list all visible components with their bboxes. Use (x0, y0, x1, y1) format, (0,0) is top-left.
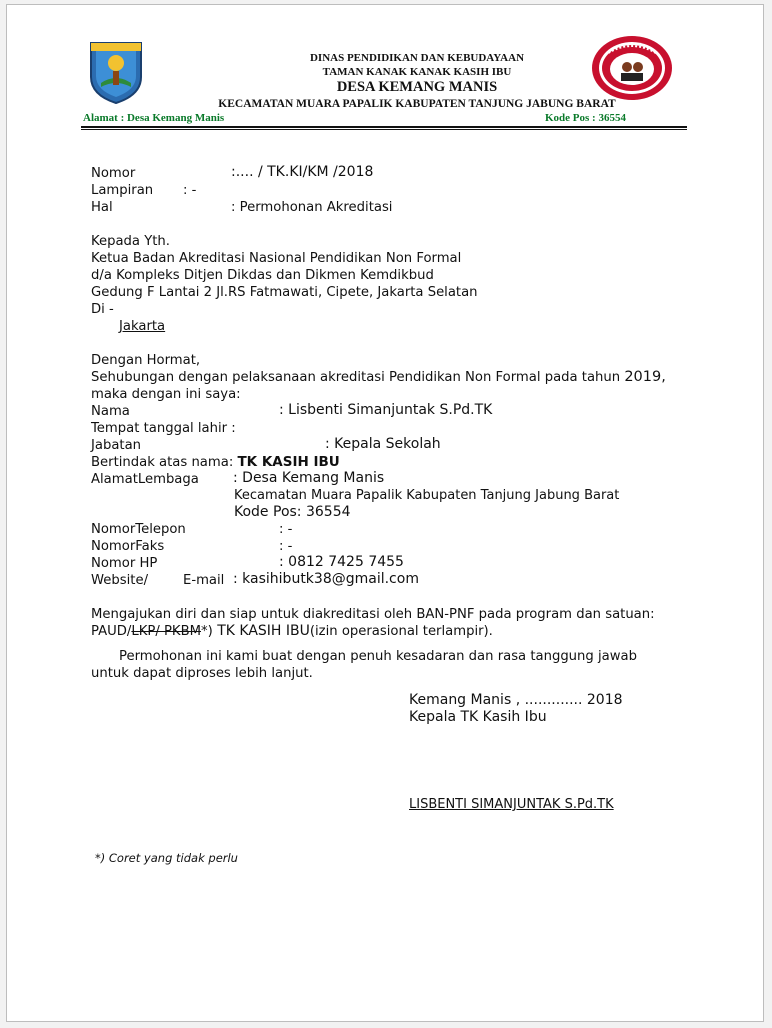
signature-name: LISBENTI SIMANJUNTAK S.Pd.TK (409, 797, 614, 812)
apply-strikethrough: LKP/ PKBM (131, 624, 201, 639)
hal-label: Hal (91, 200, 113, 215)
bertindak-value: TK KASIH IBU (237, 454, 340, 470)
alamat-value-1: : Desa Kemang Manis (233, 470, 385, 486)
regional-shield-logo-icon (87, 39, 145, 105)
intro-line-1 (91, 369, 666, 386)
recipient-city: Jakarta (119, 319, 166, 334)
telepon-value: : - (279, 522, 293, 537)
hal-value: : Permohonan Akreditasi (231, 200, 393, 215)
hp-value: : 0812 7425 7455 (279, 554, 404, 570)
apply-line-1: Mengajukan diri dan siap untuk diakreditasi oleh BAN-PNF pada program dan satuan: (91, 607, 655, 622)
bertindak-row (91, 454, 340, 471)
recipient-title: Ketua Badan Akreditasi Nasional Pendidikan Non Formal (91, 251, 462, 266)
apply-school: TK KASIH IBU (212, 623, 310, 639)
apply-star: *) (201, 624, 213, 639)
header-village: DESA KEMANG MANIS (336, 79, 498, 95)
alamat-value-3: Kode Pos: 36554 (234, 504, 351, 520)
nomor-value: :.... / TK.KI/KM /2018 (231, 164, 374, 180)
header-district: KECAMATAN MUARA PAPALIK KABUPATEN TANJUNG JABUNG BARAT (218, 98, 616, 110)
header-address: Alamat : Desa Kemang Manis (83, 112, 225, 124)
nomor-label: Nomor (91, 166, 136, 181)
faks-label: NomorFaks (91, 539, 165, 554)
email-value: : kasihibutk38@gmail.com (233, 571, 419, 587)
recipient-address-2: Gedung F Lantai 2 Jl.RS Fatmawati, Cipete, Jakarta Selatan (91, 285, 478, 300)
intro-text: Sehubungan dengan pelaksanaan akreditasi Pendidikan Non Formal pada tahun (91, 370, 621, 385)
lampiran-label: Lampiran (91, 183, 154, 198)
telepon-label: NomorTelepon (91, 522, 186, 537)
hp-label: Nomor HP (91, 556, 158, 571)
apply-line-2 (91, 623, 493, 640)
header-divider-thin (81, 129, 687, 130)
lampiran-value: : - (183, 183, 197, 198)
header-school: TAMAN KANAK KANAK KASIH IBU (322, 66, 512, 78)
faks-value: : - (279, 539, 293, 554)
header-divider (81, 126, 687, 128)
closing-line-2: untuk dapat diproses lebih lanjut. (91, 666, 313, 681)
nama-value: : Lisbenti Simanjuntak S.Pd.TK (279, 402, 493, 418)
closing-line-1: Permohonan ini kami buat dengan penuh kesadaran dan rasa tanggung jawab (119, 649, 637, 664)
salutation: Dengan Hormat, (91, 353, 201, 368)
signature-place-date: Kemang Manis , ............. 2018 (409, 692, 623, 708)
signature-position: Kepala TK Kasih Ibu (409, 709, 547, 725)
header-postal-code: Kode Pos : 36554 (545, 112, 626, 124)
footnote: *) Coret yang tidak perlu (95, 851, 238, 865)
email-label: E-mail (183, 573, 225, 588)
apply-paud: PAUD/ (91, 624, 132, 639)
nama-label: Nama (91, 404, 130, 419)
recipient-di: Di - (91, 302, 114, 317)
intro-year: 2019, (624, 369, 666, 385)
letter-page (6, 4, 764, 1022)
recipient-greeting: Kepada Yth. (91, 234, 170, 249)
intro-line-2: maka dengan ini saya: (91, 387, 241, 402)
alamat-value-2: Kecamatan Muara Papalik Kabupaten Tanjung Jabung Barat (234, 488, 620, 503)
recipient-address-1: d/a Kompleks Ditjen Dikdas dan Dikmen Kemdikbud (91, 268, 434, 283)
jabatan-value: : Kepala Sekolah (325, 436, 441, 452)
apply-tail: (izin operasional terlampir). (309, 624, 493, 639)
website-label: Website/ (91, 573, 149, 588)
alamat-label: AlamatLembaga (91, 472, 199, 487)
ttl-label: Tempat tanggal lahir : (91, 421, 236, 436)
bertindak-label: Bertindak atas nama: (91, 455, 234, 470)
header-agency: DINAS PENDIDIKAN DAN KEBUDAYAAN (309, 52, 525, 64)
jabatan-label: Jabatan (91, 438, 142, 453)
